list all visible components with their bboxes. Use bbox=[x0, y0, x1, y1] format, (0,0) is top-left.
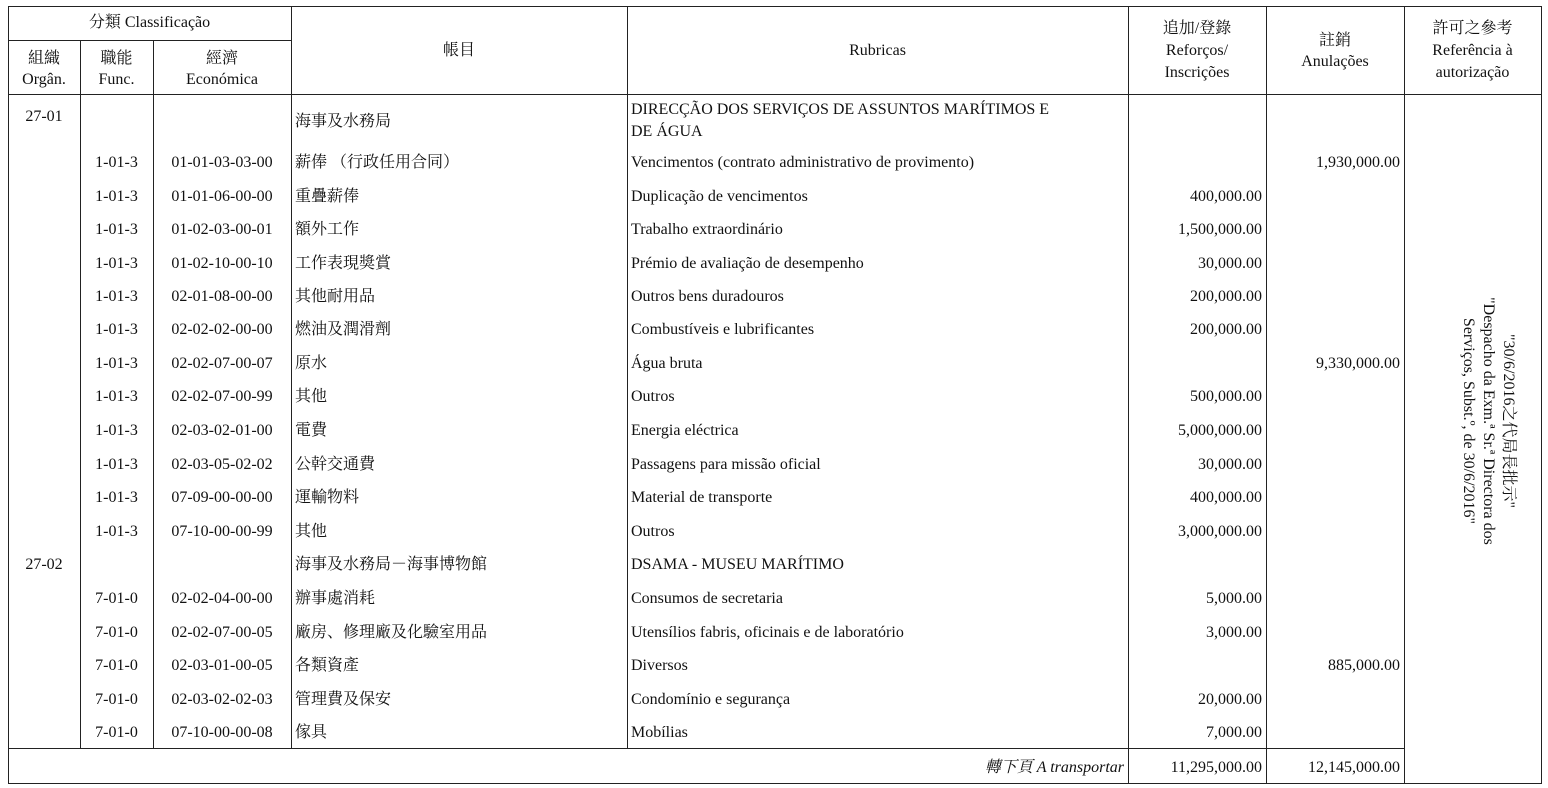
cell-reforco: 400,000.00 bbox=[1190, 188, 1262, 205]
cell-funcional: 1-01-3 bbox=[95, 188, 138, 205]
cell-rubrica-zh: 海事及水務局－海事博物館 bbox=[295, 556, 488, 573]
cell-rubrica-zh: 電費 bbox=[295, 422, 328, 439]
cell-anulacao: 885,000.00 bbox=[1328, 657, 1400, 674]
col-divider-referencia bbox=[1404, 6, 1405, 783]
header-reforcos-pt2: Inscrições bbox=[1164, 64, 1230, 81]
cell-economica: 07-09-00-00-00 bbox=[171, 489, 273, 506]
cell-funcional: 7-01-0 bbox=[95, 724, 138, 741]
col-divider-zh bbox=[291, 6, 292, 748]
cell-reforco: 5,000.00 bbox=[1206, 590, 1262, 607]
cell-reforco: 500,000.00 bbox=[1190, 388, 1262, 405]
cell-rubrica-zh: 廠房、修理廠及化驗室用品 bbox=[295, 624, 488, 641]
total-reforcos: 11,295,000.00 bbox=[1170, 759, 1262, 776]
cell-rubrica-zh: 工作表現獎賞 bbox=[295, 255, 392, 272]
cell-economica: 01-01-03-03-00 bbox=[171, 154, 273, 171]
cell-rubrica-pt: Combustíveis e lubrificantes bbox=[631, 321, 815, 338]
cell-reforco: 3,000.00 bbox=[1206, 624, 1262, 641]
cell-rubrica-zh: 公幹交通費 bbox=[295, 456, 376, 473]
cell-funcional: 7-01-0 bbox=[95, 590, 138, 607]
cell-rubrica-pt: Duplicação de vencimentos bbox=[631, 188, 808, 205]
cell-funcional: 1-01-3 bbox=[95, 321, 138, 338]
cell-funcional: 1-01-3 bbox=[95, 288, 138, 305]
cell-funcional: 1-01-3 bbox=[95, 456, 138, 473]
cell-economica: 02-03-02-01-00 bbox=[171, 422, 273, 439]
header-reforcos-zh: 追加/登錄 bbox=[1162, 20, 1232, 37]
cell-rubrica-zh: 各類資產 bbox=[295, 657, 360, 674]
cell-rubrica-zh: 辦事處消耗 bbox=[295, 590, 376, 607]
cell-funcional: 7-01-0 bbox=[95, 691, 138, 708]
cell-rubrica-zh: 管理費及保安 bbox=[295, 691, 392, 708]
cell-funcional: 1-01-3 bbox=[95, 422, 138, 439]
cell-rubrica-pt: Água bruta bbox=[631, 355, 703, 372]
cell-rubrica-pt: Passagens para missão oficial bbox=[631, 456, 821, 473]
cell-funcional: 1-01-3 bbox=[95, 523, 138, 540]
col-divider-pt bbox=[627, 6, 628, 748]
cell-economica: 02-02-04-00-00 bbox=[171, 590, 273, 607]
header-funcional-pt: Func. bbox=[98, 71, 135, 88]
cell-reforco: 3,000,000.00 bbox=[1178, 523, 1262, 540]
cell-economica: 02-03-05-02-02 bbox=[171, 456, 273, 473]
cell-economica: 02-02-07-00-07 bbox=[171, 355, 273, 372]
classification-subdivider bbox=[8, 40, 291, 41]
cell-rubrica-zh: 燃油及潤滑劑 bbox=[295, 321, 392, 338]
cell-funcional: 1-01-3 bbox=[95, 255, 138, 272]
cell-reforco: 5,000,000.00 bbox=[1178, 422, 1262, 439]
authorization-line-3: Serviços, Subst.º, de 30/6/2016" bbox=[1460, 317, 1477, 525]
cell-rubrica-pt: DSAMA - MUSEU MARÍTIMO bbox=[631, 556, 844, 573]
cell-rubrica-zh: 原水 bbox=[295, 355, 328, 372]
cell-organica: 27-01 bbox=[25, 108, 63, 125]
cell-rubrica-zh: 其他 bbox=[295, 523, 328, 540]
transport-label-zh: 轉下頁 bbox=[984, 759, 1033, 776]
header-organica-zh: 組織 bbox=[27, 50, 60, 67]
cell-reforco: 30,000.00 bbox=[1198, 456, 1262, 473]
cell-reforco: 200,000.00 bbox=[1190, 321, 1262, 338]
cell-rubrica-zh: 薪俸 （行政任用合同） bbox=[295, 154, 460, 171]
cell-rubrica-pt: Energia eléctrica bbox=[631, 422, 739, 439]
cell-funcional: 1-01-3 bbox=[95, 388, 138, 405]
cell-rubrica-pt: Condomínio e segurança bbox=[631, 691, 791, 708]
cell-economica: 01-01-06-00-00 bbox=[171, 188, 273, 205]
cell-reforco: 1,500,000.00 bbox=[1178, 221, 1262, 238]
cell-economica: 02-02-07-00-99 bbox=[171, 388, 273, 405]
cell-rubrica-pt: Diversos bbox=[631, 657, 688, 674]
cell-rubrica-pt: DIRECÇÃO DOS SERVIÇOS DE ASSUNTOS MARÍTIMOS E bbox=[631, 101, 1050, 118]
cell-rubrica-zh: 傢具 bbox=[295, 724, 328, 741]
cell-anulacao: 9,330,000.00 bbox=[1316, 355, 1400, 372]
cell-funcional: 7-01-0 bbox=[95, 624, 138, 641]
header-referencia-pt1: Referência à bbox=[1432, 42, 1513, 59]
cell-rubrica-zh: 重疊薪俸 bbox=[295, 188, 360, 205]
transport-label-pt: A transportar bbox=[1036, 759, 1124, 776]
header-anulacoes-zh: 註銷 bbox=[1318, 32, 1351, 49]
header-divider bbox=[8, 94, 1541, 95]
cell-rubrica-pt: Vencimentos (contrato administrativo de provimento) bbox=[631, 154, 975, 171]
cell-economica: 02-02-07-00-05 bbox=[171, 624, 273, 641]
transport-label bbox=[708, 759, 1124, 777]
cell-rubrica-pt: Trabalho extraordinário bbox=[631, 221, 783, 238]
cell-rubrica-pt-line2: DE ÁGUA bbox=[631, 123, 703, 140]
cell-reforco: 20,000.00 bbox=[1198, 691, 1262, 708]
header-rubrica-zh: 帳目 bbox=[442, 42, 475, 59]
cell-economica: 01-02-03-00-01 bbox=[171, 221, 273, 238]
header-referencia-zh: 許可之參考 bbox=[1432, 20, 1513, 37]
cell-funcional: 1-01-3 bbox=[95, 221, 138, 238]
header-rubrica-pt: Rubricas bbox=[849, 42, 906, 59]
header-funcional-zh: 職能 bbox=[100, 50, 133, 67]
cell-rubrica-pt: Outros bbox=[631, 523, 675, 540]
cell-rubrica-pt: Consumos de secretaria bbox=[631, 590, 783, 607]
total-row-divider bbox=[8, 748, 1404, 749]
cell-economica: 02-01-08-00-00 bbox=[171, 288, 273, 305]
total-anulacoes: 12,145,000.00 bbox=[1308, 759, 1400, 776]
cell-rubrica-zh: 運輸物料 bbox=[295, 489, 360, 506]
cell-rubrica-zh: 海事及水務局 bbox=[295, 113, 392, 130]
header-organica-pt: Orgân. bbox=[22, 71, 66, 88]
authorization-line-2: "Despacho da Exm.ª Sr.ª Directora dos bbox=[1480, 297, 1497, 545]
cell-reforco: 30,000.00 bbox=[1198, 255, 1262, 272]
cell-economica: 02-03-02-02-03 bbox=[171, 691, 273, 708]
cell-anulacao: 1,930,000.00 bbox=[1316, 154, 1400, 171]
header-economica-zh: 經濟 bbox=[205, 50, 238, 67]
header-classificacao: 分類 Classificação bbox=[88, 14, 211, 31]
cell-rubrica-pt: Mobílias bbox=[631, 724, 688, 741]
cell-rubrica-pt: Outros bens duradouros bbox=[631, 288, 784, 305]
cell-economica: 07-10-00-00-08 bbox=[171, 724, 273, 741]
header-reforcos-pt1: Reforços/ bbox=[1165, 42, 1229, 59]
cell-rubrica-pt: Material de transporte bbox=[631, 489, 773, 506]
cell-rubrica-zh: 其他耐用品 bbox=[295, 288, 376, 305]
cell-economica: 07-10-00-00-99 bbox=[171, 523, 273, 540]
cell-organica: 27-02 bbox=[25, 556, 63, 573]
cell-rubrica-pt: Outros bbox=[631, 388, 675, 405]
header-anulacoes-pt: Anulações bbox=[1301, 53, 1369, 70]
cell-reforco: 7,000.00 bbox=[1206, 724, 1262, 741]
budget-table-page bbox=[8, 6, 1542, 784]
cell-rubrica-pt: Prémio de avaliação de desempenho bbox=[631, 255, 864, 272]
header-economica-pt: Económica bbox=[186, 71, 258, 88]
cell-reforco: 200,000.00 bbox=[1190, 288, 1262, 305]
cell-economica: 01-02-10-00-10 bbox=[171, 255, 273, 272]
cell-economica: 02-02-02-00-00 bbox=[171, 321, 273, 338]
cell-reforco: 400,000.00 bbox=[1190, 489, 1262, 506]
cell-economica: 02-03-01-00-05 bbox=[171, 657, 273, 674]
authorization-line-1: "30/6/2016之代局長批示" bbox=[1500, 334, 1517, 508]
cell-rubrica-zh: 額外工作 bbox=[295, 221, 360, 238]
header-referencia-pt2: autorização bbox=[1435, 64, 1510, 81]
cell-funcional: 1-01-3 bbox=[95, 489, 138, 506]
cell-rubrica-pt: Utensílios fabris, oficinais e de laboratório bbox=[631, 624, 904, 641]
cell-funcional: 1-01-3 bbox=[95, 154, 138, 171]
cell-funcional: 7-01-0 bbox=[95, 657, 138, 674]
cell-rubrica-zh: 其他 bbox=[295, 388, 328, 405]
cell-funcional: 1-01-3 bbox=[95, 355, 138, 372]
